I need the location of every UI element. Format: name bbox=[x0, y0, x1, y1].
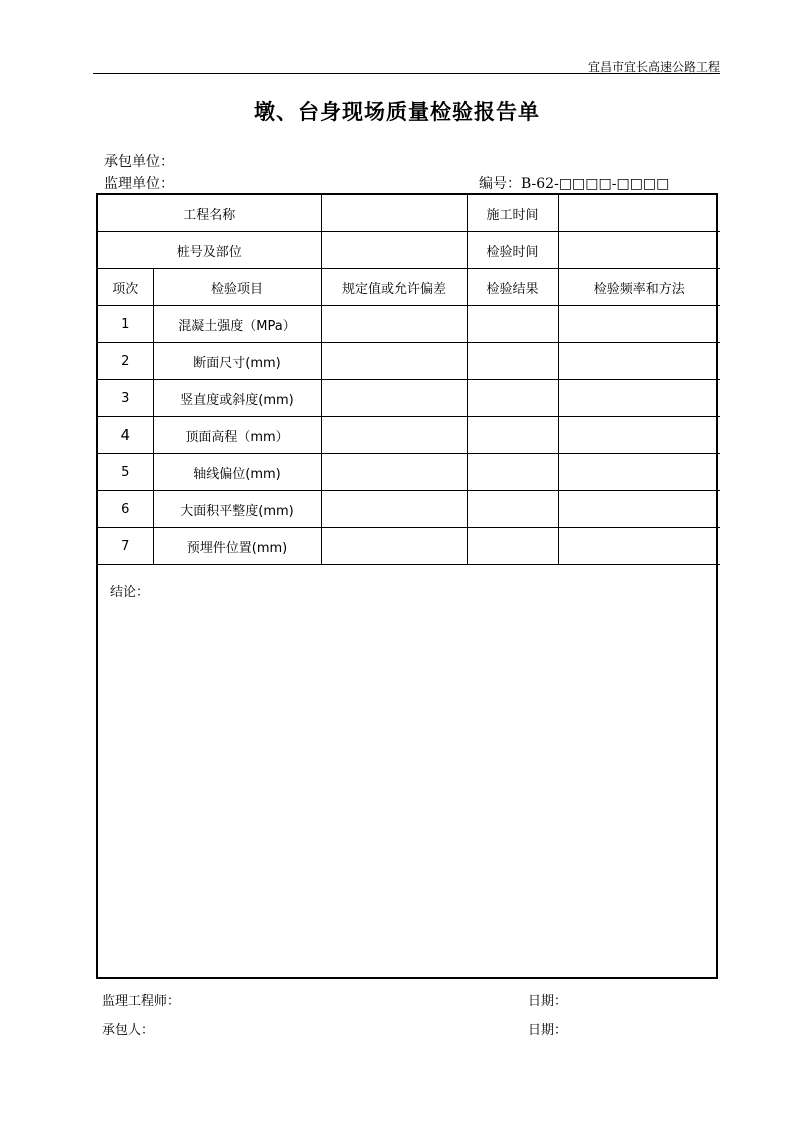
table-row bbox=[98, 306, 720, 343]
conclusion-label: 结论： bbox=[110, 585, 150, 600]
column-header-row bbox=[98, 269, 720, 306]
supervisor-unit-label: 监理单位： bbox=[104, 176, 174, 192]
row-spec-cell[interactable] bbox=[321, 491, 467, 528]
inspection-time-value[interactable] bbox=[558, 232, 720, 269]
row-method-cell[interactable] bbox=[558, 491, 720, 528]
row-result-cell[interactable] bbox=[467, 306, 558, 343]
station-value[interactable] bbox=[321, 232, 467, 269]
contractor-signature-label: 承包人： bbox=[102, 1023, 155, 1038]
row-no: 3 bbox=[98, 380, 153, 417]
inspection-table bbox=[98, 195, 720, 565]
row-item: 混凝土强度（MPa） bbox=[153, 306, 321, 343]
project-name-label: 工程名称 bbox=[98, 195, 321, 232]
info-row-project bbox=[98, 195, 720, 232]
row-item: 轴线偏位(mm) bbox=[153, 454, 321, 491]
table-row bbox=[98, 343, 720, 380]
row-result-cell[interactable] bbox=[467, 380, 558, 417]
row-method-cell[interactable] bbox=[558, 380, 720, 417]
info-row-station bbox=[98, 232, 720, 269]
table-row bbox=[98, 491, 720, 528]
inspection-form bbox=[96, 193, 718, 979]
row-no: 7 bbox=[98, 528, 153, 565]
column-header-spec: 规定值或允许偏差 bbox=[321, 269, 467, 306]
row-result-cell[interactable] bbox=[467, 417, 558, 454]
row-method-cell[interactable] bbox=[558, 417, 720, 454]
row-no: 1 bbox=[98, 306, 153, 343]
row-no: 2 bbox=[98, 343, 153, 380]
row-spec-cell[interactable] bbox=[321, 528, 467, 565]
table-row bbox=[98, 454, 720, 491]
row-result-cell[interactable] bbox=[467, 491, 558, 528]
row-no: 6 bbox=[98, 491, 153, 528]
table-row bbox=[98, 528, 720, 565]
row-result-cell[interactable] bbox=[467, 528, 558, 565]
row-method-cell[interactable] bbox=[558, 343, 720, 380]
header-project-name: 宜昌市宜长高速公路工程 bbox=[587, 60, 720, 74]
supervising-engineer-label: 监理工程师： bbox=[102, 994, 181, 1009]
header-divider bbox=[93, 73, 720, 74]
row-item: 断面尺寸(mm) bbox=[153, 343, 321, 380]
row-no: 5 bbox=[98, 454, 153, 491]
construction-time-label: 施工时间 bbox=[467, 195, 558, 232]
row-spec-cell[interactable] bbox=[321, 306, 467, 343]
row-spec-cell[interactable] bbox=[321, 417, 467, 454]
row-item: 大面积平整度(mm) bbox=[153, 491, 321, 528]
row-item: 顶面高程（mm） bbox=[153, 417, 321, 454]
row-item: 竖直度或斜度(mm) bbox=[153, 380, 321, 417]
row-no: 4 bbox=[98, 417, 153, 454]
row-method-cell[interactable] bbox=[558, 454, 720, 491]
column-header-no: 项次 bbox=[98, 269, 153, 306]
column-header-item: 检验项目 bbox=[153, 269, 321, 306]
column-header-result: 检验结果 bbox=[467, 269, 558, 306]
row-result-cell[interactable] bbox=[467, 454, 558, 491]
form-code-label: 编号：B-62-□□□□-□□□□ bbox=[479, 176, 670, 192]
page-title: 墩、台身现场质量检验报告单 bbox=[254, 99, 540, 124]
row-spec-cell[interactable] bbox=[321, 343, 467, 380]
row-result-cell[interactable] bbox=[467, 343, 558, 380]
construction-time-value[interactable] bbox=[558, 195, 720, 232]
project-name-value[interactable] bbox=[321, 195, 467, 232]
column-header-method: 检验频率和方法 bbox=[558, 269, 720, 306]
contractor-unit-label: 承包单位： bbox=[104, 154, 174, 170]
table-row bbox=[98, 380, 720, 417]
row-spec-cell[interactable] bbox=[321, 454, 467, 491]
row-item: 预埋件位置(mm) bbox=[153, 528, 321, 565]
table-row bbox=[98, 417, 720, 454]
inspection-time-label: 检验时间 bbox=[467, 232, 558, 269]
row-method-cell[interactable] bbox=[558, 528, 720, 565]
row-spec-cell[interactable] bbox=[321, 380, 467, 417]
station-label: 桩号及部位 bbox=[98, 232, 321, 269]
contractor-date-label: 日期： bbox=[528, 1023, 568, 1038]
row-method-cell[interactable] bbox=[558, 306, 720, 343]
engineer-date-label: 日期： bbox=[528, 994, 568, 1009]
